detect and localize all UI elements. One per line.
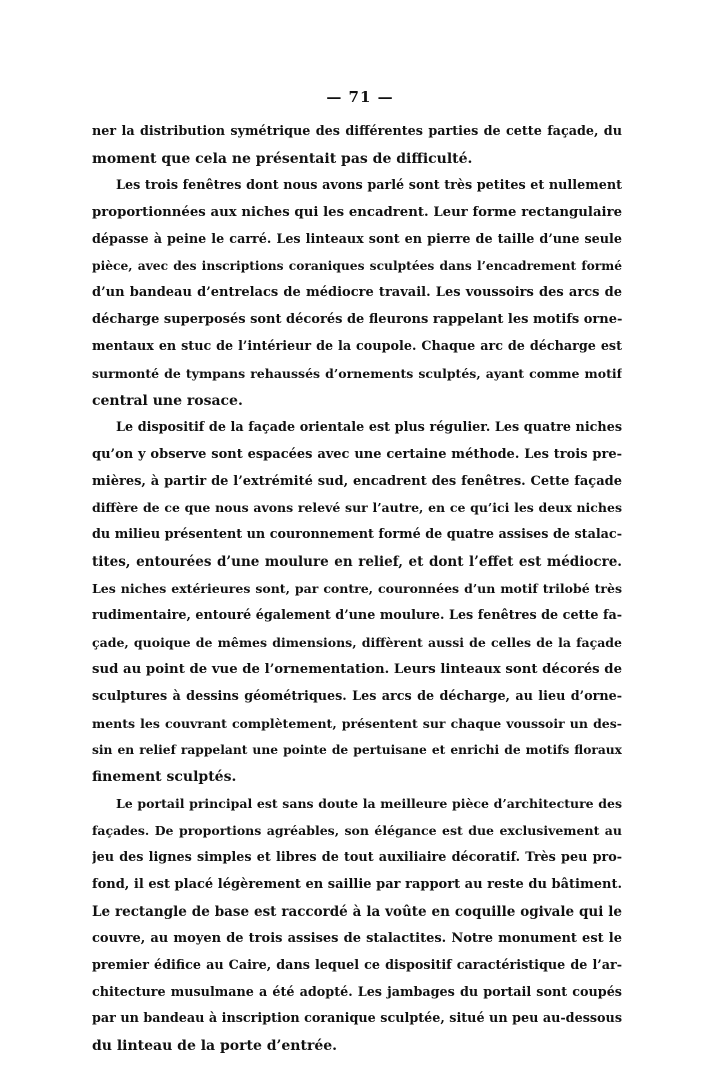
text-line: jeu des lignes simples et libres de tout auxiliaire décoratif. Très peu pro- [92,850,622,866]
text-line: çade, quoique de mêmes dimensions, diffèrent aussi de celles de la façade [92,634,622,650]
text-line: surmonté de tympans rehaussés d’ornements sculptés, ayant comme motif [92,366,622,382]
text-line: dépasse à peine le carré. Les linteaux sont en pierre de taille d’une seule [92,231,622,247]
text-line: qu’on y observe sont espacées avec une certaine méthode. Les trois pre- [92,446,622,462]
page-number: — 71 — [326,88,394,106]
text-line: Les trois fenêtres dont nous avons parlé sont très petites et nullement [116,177,622,193]
text-line: ments les couvrant complètement, présentent sur chaque voussoir un des- [92,715,622,731]
body-text [92,119,622,1060]
text-line: finement sculptés. [92,769,237,786]
text-line: Le portail principal est sans doute la meilleure pièce d’architecture des [116,796,622,812]
text-line: premier édifice au Caire, dans lequel ce dispositif caractéristique de l’ar- [92,957,622,973]
text-line: tites, entourées d’une moulure en relief, et dont l’effet est médiocre. [92,554,622,571]
text-line: décharge superposés sont décorés de fleurons rappelant les motifs orne- [92,312,622,328]
text-line: Les niches extérieures sont, par contre, couronnées d’un motif trilobé très [92,581,622,597]
text-line: sculptures à dessins géométriques. Les arcs de décharge, au lieu d’orne- [92,688,622,704]
text-line: façades. De proportions agréables, son élégance est due exclusivement au [92,823,622,839]
text-line: sin en relief rappelant une pointe de pertuisane et enrichi de motifs floraux [92,742,622,758]
text-line: Le dispositif de la façade orientale est plus régulier. Les quatre niches [116,419,622,435]
text-line: chitecture musulmane a été adopté. Les jambages du portail sont coupés [92,984,622,1000]
text-line: rudimentaire, entouré également d’une moulure. Les fenêtres de cette fa- [92,608,622,624]
text-line: Le rectangle de base est raccordé à la voûte en coquille ogivale qui le [92,903,622,920]
text-line: moment que cela ne présentait pas de difficulté. [92,150,473,167]
text-line: diffère de ce que nous avons relevé sur l’autre, en ce qu’ici les deux niches [92,500,622,516]
text-line: ner la distribution symétrique des différentes parties de cette façade, du [92,124,622,139]
text-line: sud au point de vue de l’ornementation. Leurs linteaux sont décorés de [92,661,622,677]
text-line: couvre, au moyen de trois assises de stalactites. Notre monument est le [92,930,622,946]
text-line: mentaux en stuc de l’intérieur de la coupole. Chaque arc de décharge est [92,339,622,355]
text-line: pièce, avec des inscriptions coraniques sculptées dans l’encadrement formé [92,258,622,274]
text-line: d’un bandeau d’entrelacs de médiocre travail. Les voussoirs des arcs de [92,285,622,301]
text-line: du milieu présentent un couronnement formé de quatre assises de stalac- [92,527,622,543]
text-line: central une rosace. [92,392,243,409]
text-line: par un bandeau à inscription coranique sculptée, situé un peu au-dessous [92,1011,622,1027]
text-line: proportionnées aux niches qui les encadrent. Leur forme rectangulaire [92,204,622,220]
text-line: du linteau de la porte d’entrée. [92,1038,338,1055]
text-line: mières, à partir de l’extrémité sud, encadrent des fenêtres. Cette façade [92,473,622,489]
text-line: fond, il est placé légèrement en saillie par rapport au reste du bâtiment. [92,876,622,892]
